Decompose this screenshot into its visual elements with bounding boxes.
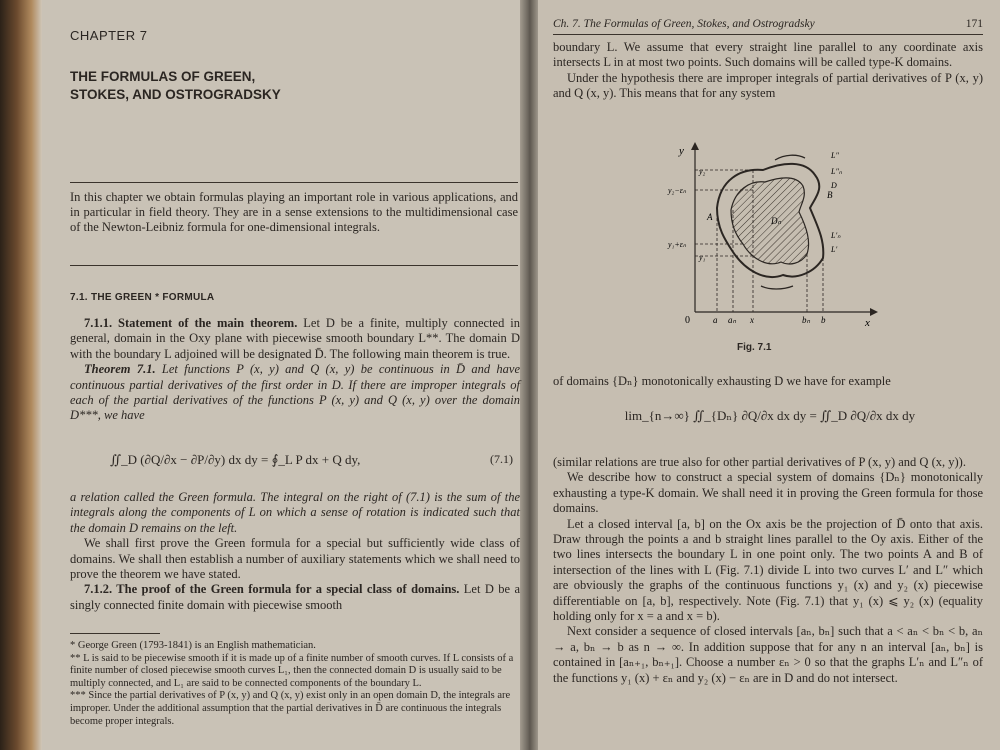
x-axis-label: x [865, 317, 870, 329]
y2-label: y₂ [699, 167, 706, 176]
chapter-title [70, 68, 281, 104]
l1-label: L′ [831, 245, 838, 254]
chapter-title-line1: THE FORMULAS OF GREEN, [70, 69, 256, 84]
equation-number: (7.1) [490, 452, 513, 466]
page-number: 171 [965, 18, 983, 30]
paragraph-text: Let a closed interval [a, b] on the Ox axis be the projection of D̄ onto that axis. Draw through the points a and b straight lines parallel to the Oy axis. Either of the two lines intersects the boundary L in one point only. The two points A and B of intersection of the lines with L (Fig. 7.1) divide L into two curves L′ and L″ which are obviously the graphs of the continuous functions y₁ (x) and y₂ (x) piecewise differentiable on [a, b], respectively. Note (Fig. 7.1) that y₁ (x) ⩽ y₂ (x) (equality holding only for x = a and x = b). [553, 516, 983, 624]
subsection-heading-7-1-1: 7.1.1. Statement of the main theorem. [84, 316, 298, 330]
paragraph-text: We shall first prove the Green formula for a special but sufficiently wide class of domains. We shall then establish a number of auxiliary statements which we shall need to prove the theorem we have stated. [70, 536, 520, 582]
l2-label: L″ [831, 151, 839, 160]
green-formula: ∬_D (∂Q/∂x − ∂P/∂y) dx dy = ∮_L P dx + Q dy, [110, 452, 361, 467]
x-axis-arrow [870, 308, 878, 316]
figure-7-1 [665, 140, 880, 330]
footnote-2: ** L is said to be piecewise smooth if it is made up of a finite number of smooth curves. If L consists of a finite number of closed piecewise smooth curves L₁, then the connected domain D is usually said to be multiply connected, and L₁ are said to be connected components of the boundary L. [70, 652, 514, 689]
green-formula-discussion [70, 490, 520, 613]
paragraph-text: Let D be a singly connected finite domain with piecewise smooth [70, 582, 521, 612]
y-axis-label: y [679, 145, 684, 157]
paragraph-text: Next consider a sequence of closed intervals [aₙ, bₙ] such that a < aₙ < bₙ < b, aₙ → a, bₙ → b as n → ∞. In addition suppose that for any n an interval [aₙ, bₙ] is contained in [aₙ₊₁, bₙ₊₁]. Choose a number εₙ > 0 so that the graphs L′ₙ and L″ₙ of the functions y₁ (x) + εₙ and y₂ (x) − εₙ are in D and do not intersect. [553, 624, 983, 685]
abstract-bottom-rule [70, 265, 518, 266]
chapter-title-line2: STOKES, AND OSTROGRADSKY [70, 87, 281, 102]
paragraph-text: (similar relations are true also for other partial derivatives of P (x, y) and Q (x, y)). [553, 455, 966, 469]
section-heading: 7.1. THE GREEN * FORMULA [70, 292, 215, 303]
y-axis-arrow [691, 142, 699, 150]
orientation-arrow-bottom [761, 286, 793, 289]
book-gutter [520, 0, 538, 750]
after-formula-text: a relation called the Green formula. The integral on the right of (7.1) is the sum of the integrals along the components of L on which a sense of rotation is indicated such that the domain D remains on the left. [70, 490, 520, 535]
theorem-label: Theorem 7.1. [84, 362, 156, 377]
an-tick-label: aₙ [728, 315, 737, 325]
figure-caption: Fig. 7.1 [737, 342, 772, 353]
origin-label: 0 [685, 315, 690, 326]
footnotes [70, 640, 525, 728]
footnote-1: * George Green (1793-1841) is an English mathematician. [70, 640, 316, 651]
footnote-3: *** Since the partial derivatives of P (x, y) and Q (x, y) exist only in an open domain D, the integrals are improper. Under the additional assumption that the partial derivatives in D̄ are continuous the integrals become proper integrals. [70, 690, 511, 727]
paragraph-text: Let D be a finite, multiply connected in general, domain in the Oxy plane with piecewise smooth boundary L**. The domain D with the boundary L adjoined will be designated D̄. The following main theorem is true. [70, 316, 520, 361]
domain-dn [731, 178, 809, 264]
right-top-text [553, 40, 983, 102]
subsection-heading-7-1-2: 7.1.2. The proof of the Green formula for a special class of domains. [84, 582, 460, 597]
domain-d-label: D [831, 181, 837, 190]
abstract-top-rule [70, 182, 518, 183]
running-head-rule [553, 34, 983, 35]
footnote-rule [70, 633, 160, 634]
theorem-text: Let functions P (x, y) and Q (x, y) be continuous in D̄ and have continuous partial derivatives of the first order in D. If there are improper integrals of each of the partial derivatives of the functions P (x, y) and Q (x, y) over the domain D***, we have [70, 362, 520, 423]
y2-minus-eps-label: y₂−εₙ [668, 186, 687, 195]
b-tick-label: b [821, 315, 826, 325]
x-tick-label: x [750, 315, 754, 325]
limit-formula: lim_{n→∞} ∬_{Dₙ} ∂Q/∂x dx dy = ∬_D ∂Q/∂x dx dy [624, 408, 916, 423]
main-theorem-paragraph [70, 316, 520, 424]
paragraph-text: We describe how to construct a special system of domains {Dₙ} monotonically exhausting a type-K domain. We shall need it in proving the Green formula for those domains. [553, 470, 983, 516]
chapter-label: CHAPTER 7 [70, 28, 148, 43]
y1-plus-eps-label: y₁+εₙ [668, 240, 687, 249]
a-tick-label: a [713, 315, 718, 325]
y1-label: y₁ [699, 253, 706, 262]
chapter-abstract: In this chapter we obtain formulas playing an important role in various applications, and in particular in field theory. They are in a sense extensions to the multidimensional case of the Newton-Leibniz formula for one-dimensional integrals. [70, 190, 518, 234]
running-head-title: Ch. 7. The Formulas of Green, Stokes, and Ostrogradsky [553, 18, 815, 30]
point-a-label: A [707, 212, 713, 222]
domain-dn-label: Dₙ [771, 216, 782, 226]
bn-tick-label: bₙ [802, 315, 811, 325]
after-figure-text: of domains {Dₙ} monotonically exhausting D we have for example [553, 374, 891, 388]
l2n-label: L″ₙ [831, 167, 842, 176]
right-lower-text [553, 455, 983, 686]
paragraph-text: boundary L. We assume that every straight line parallel to any coordinate axis intersects L in at most two points. Such domains will be called type-K domains. [553, 40, 983, 70]
point-b-label: B [827, 190, 833, 200]
running-head [553, 18, 983, 30]
book-edge [0, 0, 42, 750]
orientation-arrow-top [775, 155, 805, 160]
l1n-label: L′ₙ [831, 231, 841, 240]
paragraph-text: Under the hypothesis there are improper integrals of partial derivatives of P (x, y) and Q (x, y). This means that for any system [553, 70, 983, 101]
